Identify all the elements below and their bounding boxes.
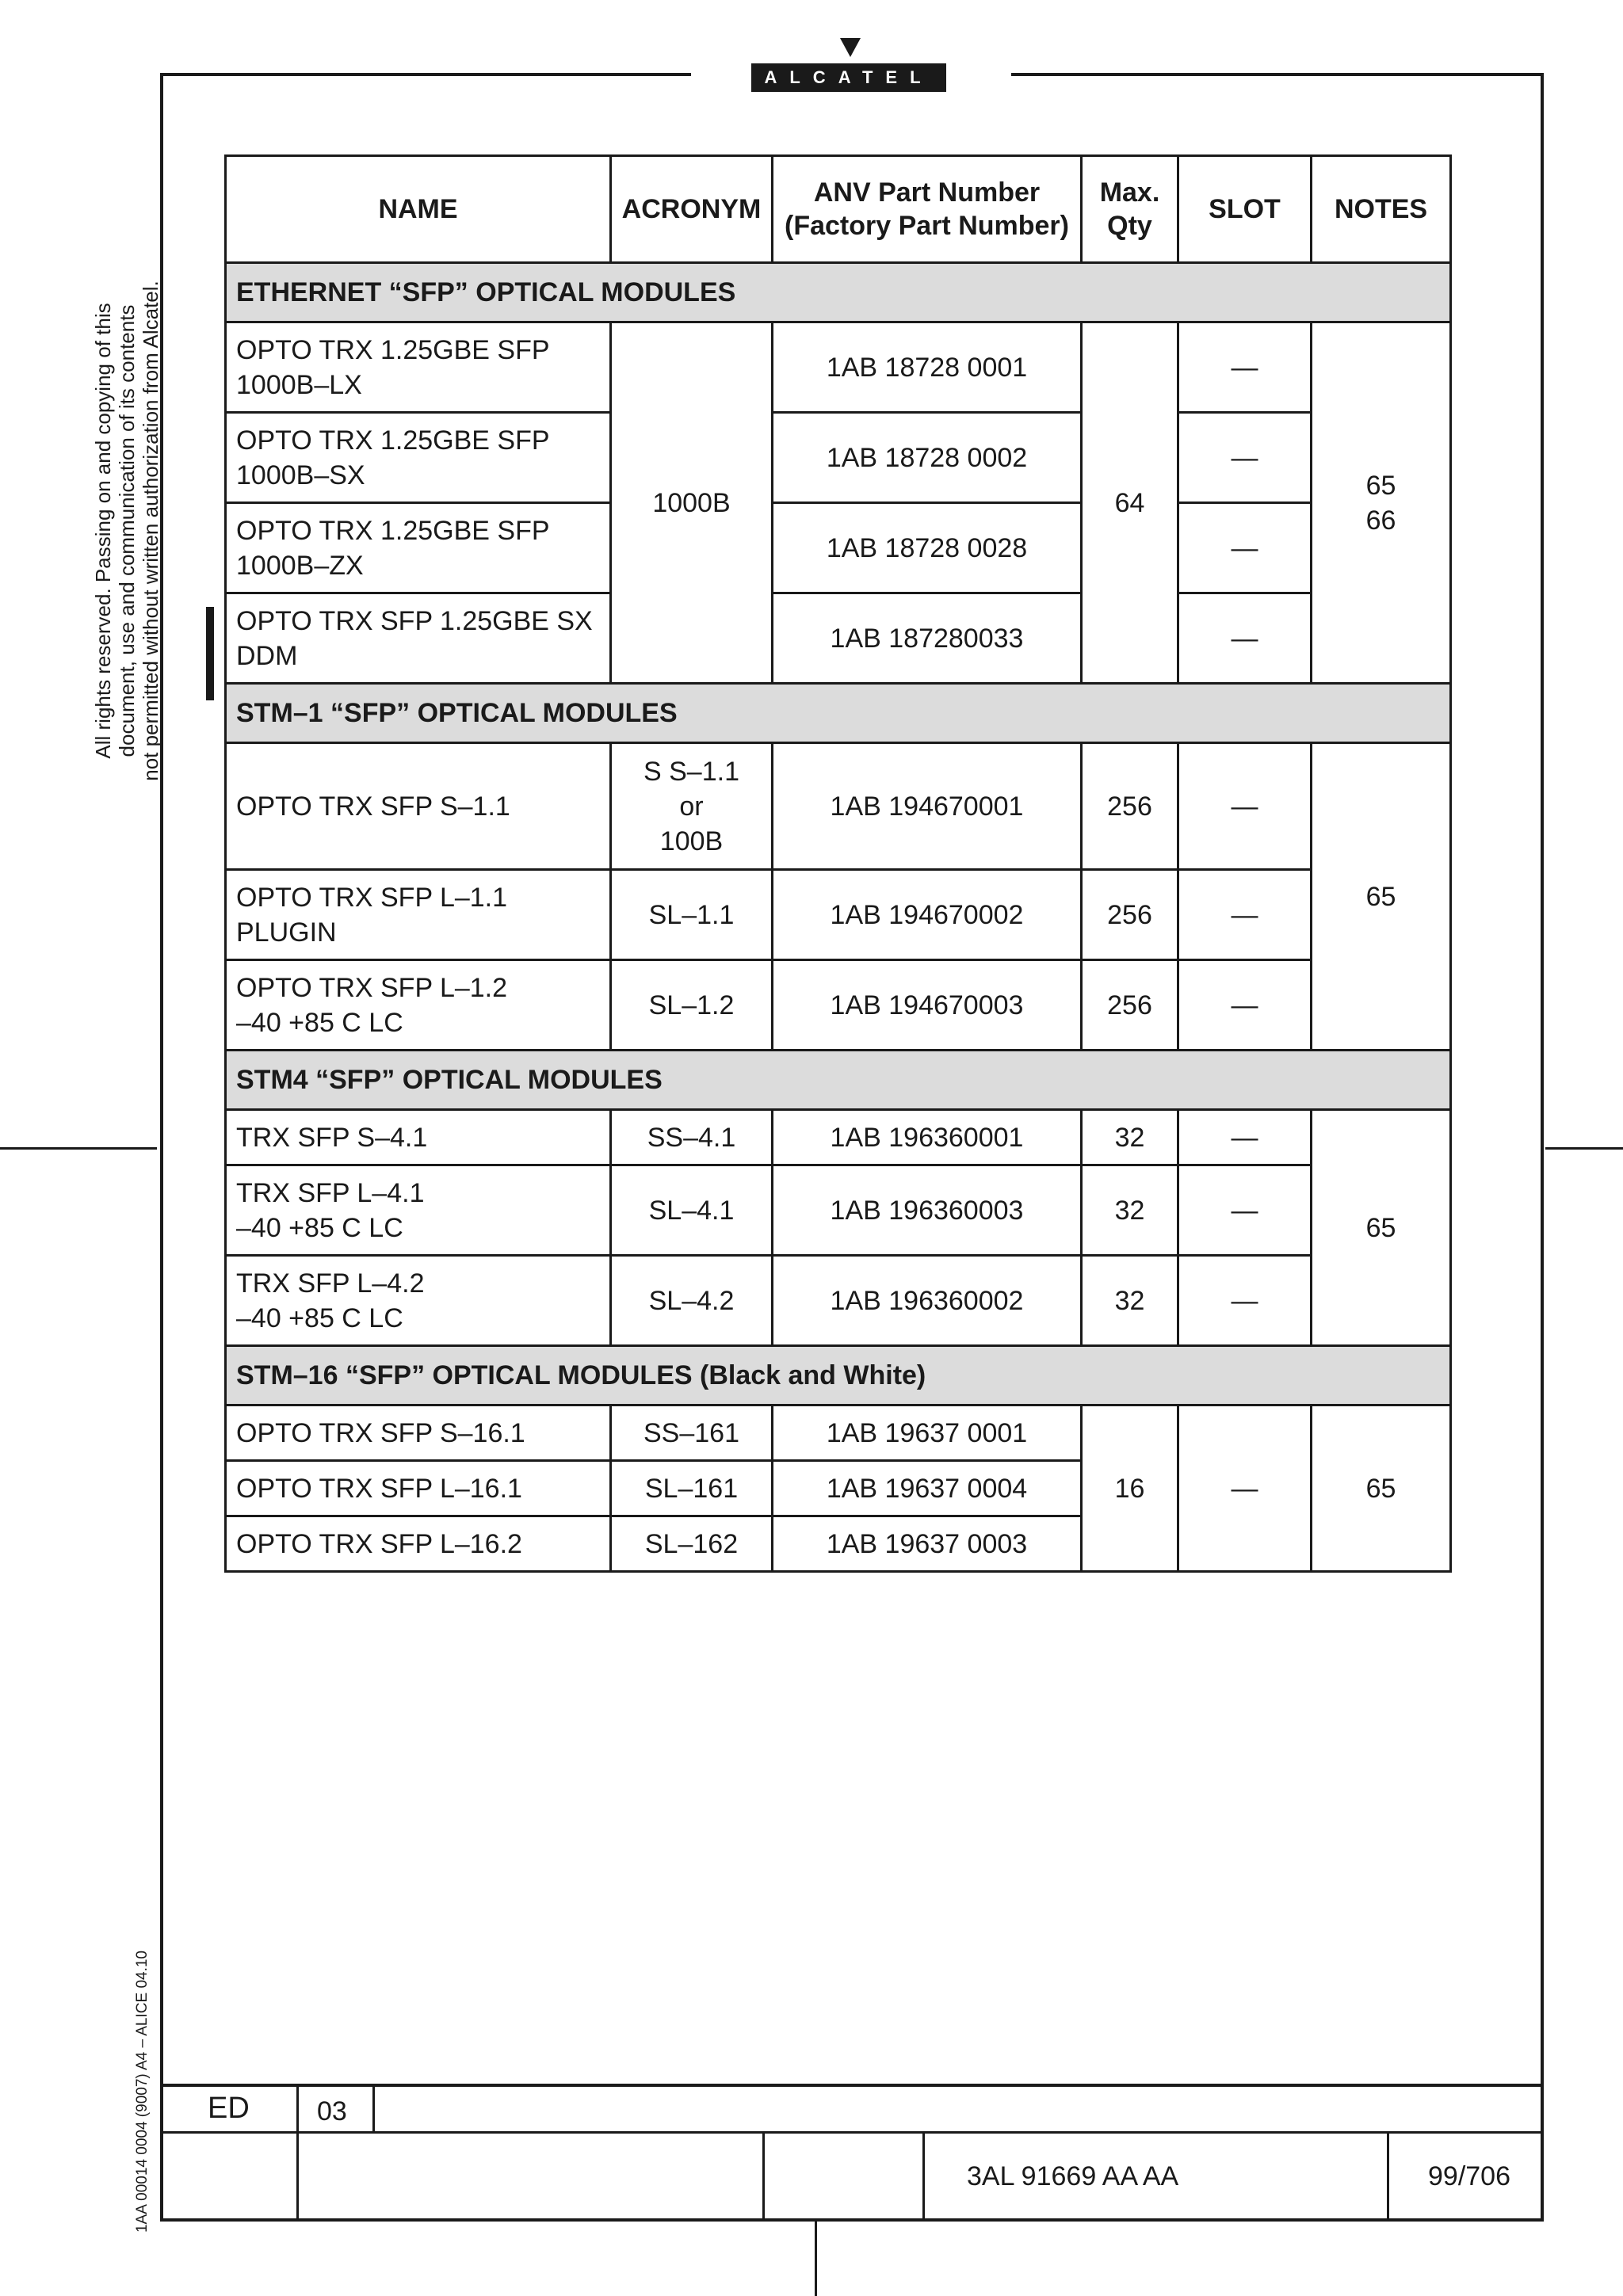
cell-slot: — [1178, 322, 1312, 413]
header-notes: NOTES [1312, 156, 1451, 263]
table-row [226, 1405, 1451, 1461]
section-title: STM4 “SFP” OPTICAL MODULES [226, 1051, 1451, 1110]
cell-acronym: SS–161 [611, 1405, 773, 1461]
sfp-modules-table [224, 154, 1452, 1573]
cell-name: OPTO TRX 1.25GBE SFP 1000B–SX [226, 413, 611, 503]
title-block-divider [296, 2084, 299, 2220]
logo-arrow-icon [840, 38, 861, 57]
cell-name: TRX SFP L–4.2 –40 +85 C LC [226, 1256, 611, 1346]
table-row [226, 1110, 1451, 1165]
cell-part-number: 1AB 196360003 [773, 1165, 1082, 1256]
cell-max-qty: 256 [1082, 743, 1178, 870]
document-number: 3AL 91669 AA AA [967, 2161, 1179, 2191]
header-name: NAME [226, 156, 611, 263]
table-row [226, 870, 1451, 960]
cell-part-number: 1AB 196360002 [773, 1256, 1082, 1346]
cell-part-number: 1AB 19637 0003 [773, 1516, 1082, 1572]
cell-part-number: 1AB 18728 0028 [773, 503, 1082, 593]
cell-part-number: 1AB 194670002 [773, 870, 1082, 960]
title-block-top-line [162, 2084, 1542, 2087]
cell-max-qty: 256 [1082, 870, 1178, 960]
header-max-qty: Max. Qty [1082, 156, 1178, 263]
cell-max-qty: 64 [1082, 322, 1178, 684]
alcatel-logo: ALCATEL [751, 63, 946, 92]
cell-name: OPTO TRX 1.25GBE SFP 1000B–ZX [226, 503, 611, 593]
section-title: STM–1 “SFP” OPTICAL MODULES [226, 684, 1451, 743]
cell-notes: 65 66 [1312, 322, 1451, 684]
cell-acronym: SS–4.1 [611, 1110, 773, 1165]
table-row [226, 1256, 1451, 1346]
table-row [226, 593, 1451, 684]
header-slot: SLOT [1178, 156, 1312, 263]
cell-name: OPTO TRX 1.25GBE SFP 1000B–LX [226, 322, 611, 413]
cell-acronym: SL–4.1 [611, 1165, 773, 1256]
cell-part-number: 1AB 19637 0004 [773, 1461, 1082, 1516]
cell-slot: — [1178, 960, 1312, 1051]
table-header-row [226, 156, 1451, 263]
copyright-line-1: All rights reserved. Passing on and copying of this [91, 303, 115, 759]
cell-acronym: SL–4.2 [611, 1256, 773, 1346]
cell-acronym: SL–1.1 [611, 870, 773, 960]
cell-part-number: 1AB 196360001 [773, 1110, 1082, 1165]
cell-name: OPTO TRX SFP S–1.1 [226, 743, 611, 870]
header-anv-part-number: ANV Part Number (Factory Part Number) [773, 156, 1082, 263]
form-reference: 1AA 00014 0004 (9007) A4 – ALICE 04.10 [134, 1950, 151, 2233]
title-block-divider [1387, 2131, 1389, 2220]
fold-mark-right [1545, 1147, 1623, 1150]
cell-slot: — [1178, 1405, 1312, 1572]
frame-bottom [160, 2218, 1544, 2222]
cell-name: OPTO TRX SFP S–16.1 [226, 1405, 611, 1461]
change-bar [206, 607, 214, 700]
header-acronym: ACRONYM [611, 156, 773, 263]
cell-acronym: S S–1.1 or 100B [611, 743, 773, 870]
section-header-row [226, 684, 1451, 743]
edition-value: 03 [317, 2096, 347, 2126]
cell-name: OPTO TRX SFP L–1.2 –40 +85 C LC [226, 960, 611, 1051]
copyright-line-2: document, use and communication of its contents [115, 304, 139, 757]
cell-name: TRX SFP S–4.1 [226, 1110, 611, 1165]
cell-notes: 65 [1312, 1405, 1451, 1572]
frame-top-left [162, 73, 691, 76]
table-row [226, 503, 1451, 593]
cell-name: TRX SFP L–4.1 –40 +85 C LC [226, 1165, 611, 1256]
cell-part-number: 1AB 194670001 [773, 743, 1082, 870]
title-block-mid-line [162, 2131, 1542, 2134]
cell-notes: 65 [1312, 1110, 1451, 1346]
cell-part-number: 1AB 19637 0001 [773, 1405, 1082, 1461]
section-header-row [226, 1051, 1451, 1110]
cell-acronym: SL–1.2 [611, 960, 773, 1051]
cell-slot: — [1178, 413, 1312, 503]
cell-part-number: 1AB 18728 0001 [773, 322, 1082, 413]
section-title: ETHERNET “SFP” OPTICAL MODULES [226, 263, 1451, 322]
cell-part-number: 1AB 194670003 [773, 960, 1082, 1051]
table-row [226, 1165, 1451, 1256]
cell-slot: — [1178, 1165, 1312, 1256]
cell-name: OPTO TRX SFP L–16.2 [226, 1516, 611, 1572]
edition-label: ED [208, 2092, 250, 2125]
section-header-row [226, 263, 1451, 322]
section-header-row [226, 1346, 1451, 1405]
cell-name: OPTO TRX SFP L–1.1 PLUGIN [226, 870, 611, 960]
title-block-divider [372, 2084, 375, 2133]
copyright-notice [91, 254, 162, 808]
cell-slot: — [1178, 743, 1312, 870]
copyright-line-3: not permitted without written authorization from Alcatel. [139, 280, 162, 781]
cell-part-number: 1AB 18728 0002 [773, 413, 1082, 503]
fold-mark-bottom [815, 2222, 817, 2296]
table-row [226, 743, 1451, 870]
cell-slot: — [1178, 870, 1312, 960]
cell-slot: — [1178, 503, 1312, 593]
cell-max-qty: 32 [1082, 1110, 1178, 1165]
table-row [226, 322, 1451, 413]
cell-name: OPTO TRX SFP 1.25GBE SX DDM [226, 593, 611, 684]
frame-right [1541, 73, 1544, 2222]
cell-max-qty: 32 [1082, 1256, 1178, 1346]
frame-top-right [1011, 73, 1544, 76]
cell-slot: — [1178, 593, 1312, 684]
title-block-divider [762, 2131, 765, 2220]
cell-max-qty: 256 [1082, 960, 1178, 1051]
cell-slot: — [1178, 1256, 1312, 1346]
section-title: STM–16 “SFP” OPTICAL MODULES (Black and White) [226, 1346, 1451, 1405]
cell-max-qty: 32 [1082, 1165, 1178, 1256]
cell-part-number: 1AB 187280033 [773, 593, 1082, 684]
page-number: 99/706 [1428, 2161, 1510, 2191]
fold-mark-left [0, 1147, 157, 1150]
cell-acronym: SL–162 [611, 1516, 773, 1572]
title-block-divider [922, 2131, 925, 2220]
table-row [226, 960, 1451, 1051]
table-row [226, 413, 1451, 503]
cell-acronym: 1000B [611, 322, 773, 684]
cell-max-qty: 16 [1082, 1405, 1178, 1572]
cell-acronym: SL–161 [611, 1461, 773, 1516]
cell-slot: — [1178, 1110, 1312, 1165]
cell-notes: 65 [1312, 743, 1451, 1051]
cell-name: OPTO TRX SFP L–16.1 [226, 1461, 611, 1516]
